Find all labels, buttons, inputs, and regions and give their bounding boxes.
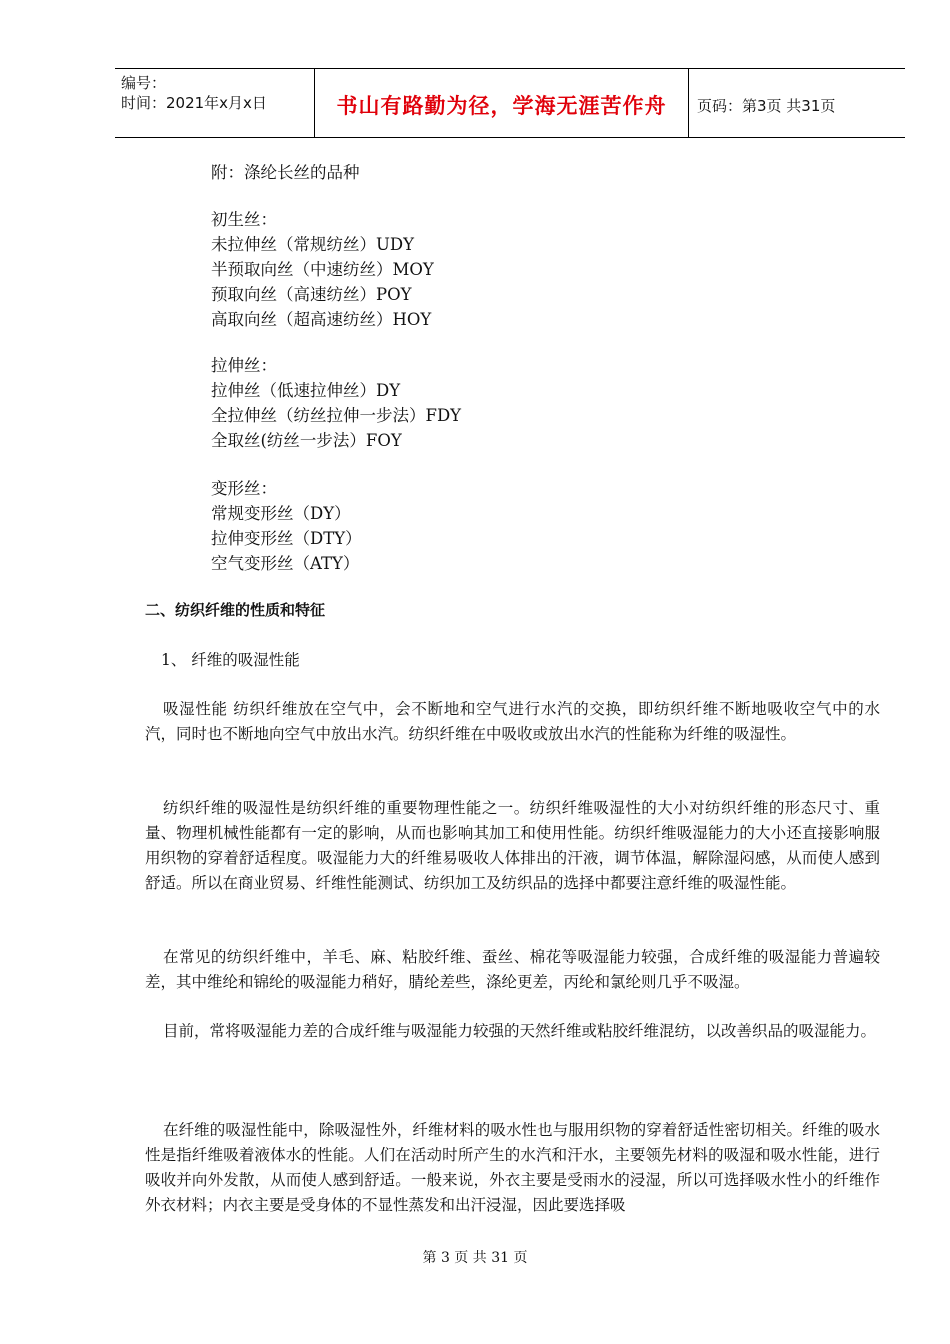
list-item: 拉伸丝（低速拉伸丝）DY [211, 381, 401, 400]
header-page-cell [689, 69, 905, 137]
page-footer: 第 3 页 共 31 页 [422, 1250, 528, 1266]
header-time-label: 时间：2021年x月x日 [121, 94, 267, 112]
list-item: 拉伸变形丝（DTY） [211, 529, 362, 548]
appendix-title: 附：涤纶长丝的品种 [211, 163, 360, 182]
header-meta [115, 69, 315, 137]
list-item: 高取向丝（超高速纺丝）HOY [211, 310, 432, 329]
list-item: 半预取向丝（中速纺丝）MOY [211, 260, 434, 279]
header-motto-cell [315, 69, 689, 137]
group-initial-yarn [211, 207, 434, 332]
header-number-label: 编号： [121, 74, 167, 92]
list-item: 常规变形丝（DY） [211, 504, 351, 523]
paragraph: 吸湿性能 纺织纤维放在空气中，会不断地和空气进行水汽的交换，即纺织纤维不断地吸收空气中的水汽，同时也不断地向空气中放出水汽。纺织纤维在中吸收或放出水汽的性能称为纤维的吸湿性。 [145, 700, 880, 743]
header-motto: 书山有路勤为径，学海无涯苦作舟 [336, 94, 667, 118]
group-title: 拉伸丝： [211, 356, 277, 375]
list-item: 未拉伸丝（常规纺丝）UDY [211, 235, 415, 254]
list-item: 全取丝(纺丝一步法）FOY [211, 431, 402, 450]
page-header [115, 68, 905, 138]
paragraph: 目前，常将吸湿能力差的合成纤维与吸湿能力较强的天然纤维或粘胶纤维混纺，以改善织品的吸湿能力。 [163, 1022, 877, 1040]
group-title: 初生丝： [211, 210, 277, 229]
paragraph: 纺织纤维的吸湿性是纺织纤维的重要物理性能之一。纺织纤维吸湿性的大小对纺织纤维的形态尺寸、重量、物理机械性能都有一定的影响，从而也影响其加工和使用性能。纺织纤维吸湿能力的大小还直接影响服用织物的穿着舒适程度。吸湿能力大的纤维易吸收人体排出的汗液，调节体温，解除湿闷感，从而使人感到舒适。所以在商业贸易、纤维性能测试、纺织加工及纺织品的选择中都要注意纤维的吸湿性能。 [145, 799, 880, 892]
paragraph: 在纤维的吸湿性能中，除吸湿性外，纤维材料的吸水性也与服用织物的穿着舒适性密切相关。纤维的吸水性是指纤维吸着液体水的性能。人们在活动时所产生的水汽和汗水，主要领先材料的吸湿和吸水性能，进行吸收并向外发散，从而使人感到舒适。一般来说，外衣主要是受雨水的浸湿，所以可选择吸水性小的纤维作外衣材料；内衣主要是受身体的不显性蒸发和出汗浸湿，因此要选择吸 [145, 1121, 880, 1214]
group-drawn-yarn [211, 353, 461, 453]
section-title: 二、纺织纤维的性质和特征 [145, 601, 326, 619]
list-item: 空气变形丝（ATY） [211, 554, 360, 573]
list-item: 全拉伸丝（纺丝拉伸一步法）FDY [211, 406, 462, 425]
item-title: 1、 纤维的吸湿性能 [161, 651, 300, 669]
paragraph: 在常见的纺织纤维中，羊毛、麻、粘胶纤维、蚕丝、棉花等吸湿能力较强，合成纤维的吸湿能力普遍较差，其中维纶和锦纶的吸湿能力稍好，腈纶差些，涤纶更差，丙纶和氯纶则几乎不吸湿。 [145, 948, 880, 991]
group-title: 变形丝： [211, 479, 277, 498]
header-page-label: 页码：第3页 共31页 [697, 96, 836, 115]
group-textured-yarn [211, 476, 362, 576]
appendix-title-block [211, 160, 360, 185]
list-item: 预取向丝（高速纺丝）POY [211, 285, 412, 304]
